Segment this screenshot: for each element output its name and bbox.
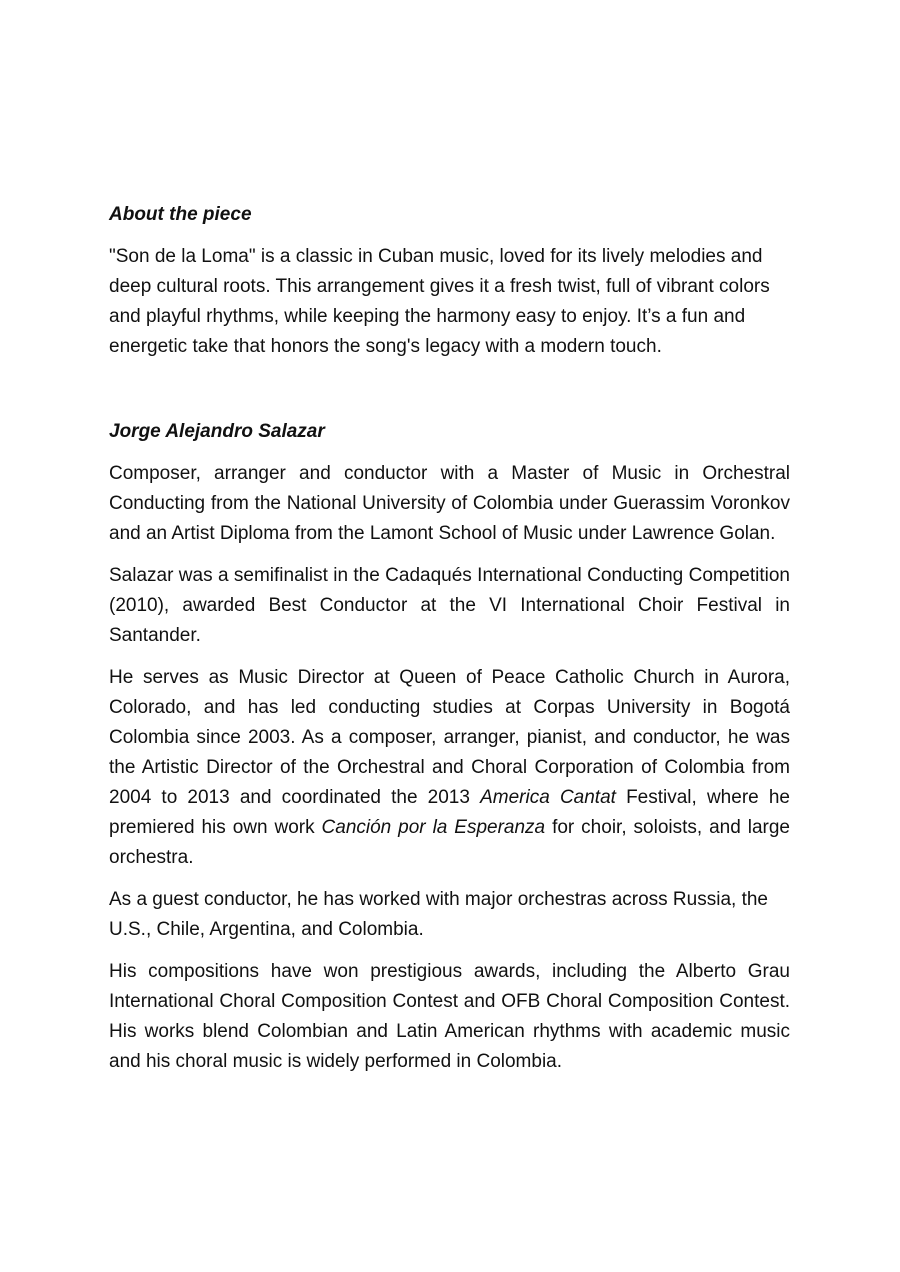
- bio-paragraph-education: Composer, arranger and conductor with a Master of Music in Orchestral Conducting from the National University of Colombia under Guerassim Voronkov and an Artist Diploma from the Lamont School of Music under Lawrence Golan.: [109, 463, 790, 544]
- section-spacer: [109, 374, 790, 417]
- about-heading: About the piece: [109, 204, 252, 225]
- bio-paragraph-awards: Salazar was a semifinalist in the Cadaqués International Conducting Competition (2010), awarded Best Conductor at the VI International Choir Festival in Santander.: [109, 565, 790, 646]
- career-text-a: He serves as Music Director at Queen of Peace Catholic Church in Aurora, Colorado, and has led conducting studies at Corpas University in Bogotá Colombia since 2003. As a composer, arranger, pianist, and conductor, he was the Artistic Director of the Orchestral and Choral Corporation of Colombia from 2004 to 2013 and coordinated the 2013: [109, 667, 790, 808]
- work-title: Canción por la Esperanza: [321, 817, 546, 838]
- festival-title: America Cantat: [480, 787, 616, 808]
- bio-paragraph-compositions: His compositions have won prestigious awards, including the Alberto Grau International Choral Composition Contest and OFB Choral Composition Contest. His works blend Colombian and Latin American rhythms with academic music and his choral music is widely performed in Colombia.: [109, 961, 790, 1072]
- bio-heading: Jorge Alejandro Salazar: [109, 421, 325, 442]
- bio-paragraph-guest-conductor: As a guest conductor, he has worked with major orchestras across Russia, the U.S., Chile, Argentina, and Colombia.: [109, 889, 768, 940]
- document-page: [109, 200, 790, 1089]
- career-text-c: for choir, soloists, and large orchestra.: [109, 817, 790, 868]
- bio-paragraph-career: [109, 663, 790, 873]
- career-text-b: Festival, where he premiered his own work: [109, 787, 790, 838]
- about-paragraph: "Son de la Loma" is a classic in Cuban music, loved for its lively melodies and deep cultural roots. This arrangement gives it a fresh twist, full of vibrant colors and playful rhythms, while keeping the harmony easy to enjoy. It’s a fun and energetic take that honors the song's legacy with a modern touch.: [109, 246, 770, 357]
